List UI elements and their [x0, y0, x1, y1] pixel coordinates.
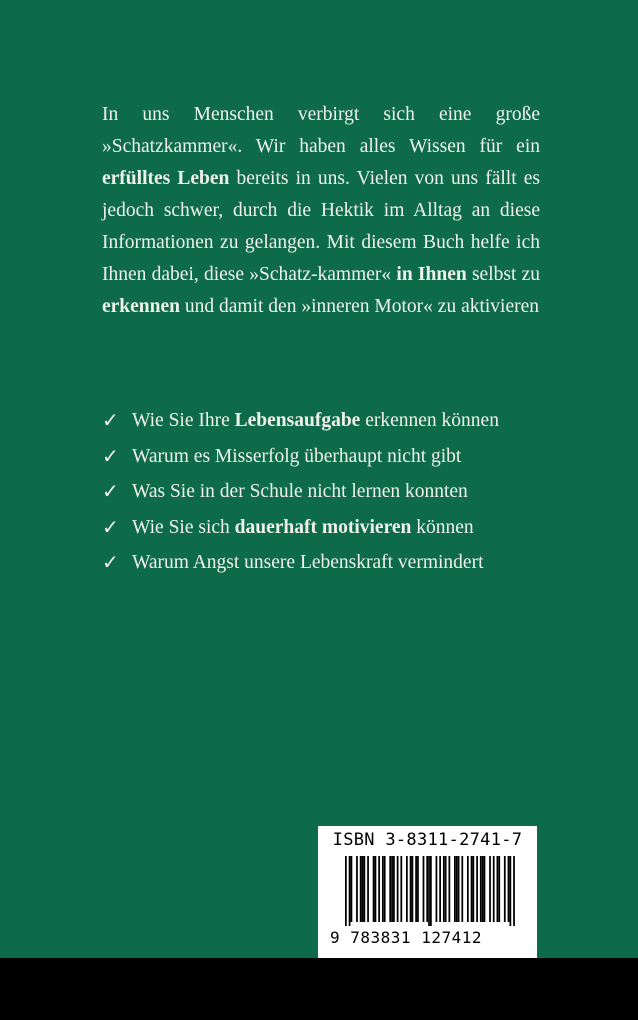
barcode-bar: [373, 856, 375, 922]
intro-paragraph: [102, 99, 540, 323]
barcode-bar: [349, 856, 351, 926]
benefits-list: [102, 403, 572, 581]
ean-digits: 9 783831 127412: [330, 928, 482, 947]
benefit-text-run: Wie Sie Ihre: [132, 410, 235, 431]
benefit-text-run: Warum es Misserfolg überhaupt nicht gibt: [132, 445, 462, 467]
barcode-bar: [473, 856, 475, 922]
barcode-bar: [363, 856, 365, 922]
barcode-bar: [439, 856, 441, 922]
benefit-text: [132, 510, 474, 546]
barcode-bar: [467, 856, 469, 922]
benefit-text-run: Warum Angst unsere Lebenskraft vermindert: [132, 552, 484, 573]
benefit-item: [102, 545, 572, 581]
barcode-bar: [482, 856, 484, 922]
barcode-bar: [445, 856, 447, 922]
benefit-item: [102, 510, 572, 546]
intro-emphasis: erfülltes Leben: [102, 168, 230, 189]
barcode-bar: [360, 856, 362, 922]
barcode-bar: [448, 856, 450, 922]
barcode-bars: [345, 856, 515, 926]
barcode-bar: [497, 856, 499, 922]
barcode-bar: [356, 856, 358, 922]
barcode-bar: [498, 856, 500, 922]
barcode-bar: [509, 856, 511, 926]
barcode-bar: [397, 856, 399, 922]
barcode-bar: [430, 856, 432, 926]
benefit-emphasis: dauerhaft motivieren: [234, 516, 412, 538]
barcode-bar: [513, 856, 515, 926]
barcode-bar: [415, 856, 417, 922]
barcode-bar: [391, 856, 393, 922]
benefit-text: [132, 403, 499, 439]
barcode-bar: [345, 856, 347, 926]
intro-text: In uns Menschen verbirgt sich eine große »Schatzkammer«. Wir haben alles Wissen für ein: [102, 104, 540, 157]
barcode-bar: [417, 856, 419, 922]
benefit-item: [102, 403, 572, 439]
barcode-bar: [426, 856, 428, 922]
checkmark-icon: ✓: [102, 479, 119, 503]
checkmark-icon: ✓: [102, 443, 119, 468]
barcode-bar: [375, 856, 377, 922]
barcode-bar: [504, 856, 506, 922]
barcode-bar: [351, 856, 353, 922]
intro-text: und damit den »inneren Motor« zu aktivieren: [180, 296, 540, 317]
barcode-bar: [456, 856, 458, 922]
benefit-text-run: erkennen können: [360, 410, 499, 431]
isbn-barcode-label: [318, 826, 537, 958]
intro-emphasis: in Ihnen: [396, 264, 467, 285]
benefit-text-run: Wie Sie sich: [132, 516, 235, 538]
barcode-bar: [480, 856, 482, 922]
barcode-bar: [384, 856, 386, 922]
benefit-emphasis: Lebensaufgabe: [234, 410, 361, 431]
isbn-text: ISBN 3-8311-2741-7: [332, 830, 523, 850]
benefit-text-run: Was Sie in der Schule nicht lernen konnten: [132, 481, 468, 502]
intro-text: bereits in uns. Vielen von uns fällt es jedoch schwer, durch die Hektik im Alltag an diese Informationen zu gelangen. Mit diesem Buch helfe ich Ihnen dabei, diese »Schatz-kammer«: [102, 168, 540, 285]
barcode-bar: [412, 856, 414, 922]
barcode-bar: [476, 856, 478, 922]
intro-text: selbst zu: [466, 264, 541, 285]
barcode-bar: [436, 856, 438, 922]
barcode-bar: [362, 856, 364, 922]
barcode-bar: [454, 856, 456, 922]
barcode-bar: [489, 856, 491, 922]
barcode-bar: [367, 856, 369, 922]
barcode-bar: [428, 856, 430, 926]
barcode-bar: [393, 856, 395, 922]
barcode-bar: [461, 856, 463, 922]
benefit-text-run: können: [411, 516, 474, 538]
barcode-bar: [443, 856, 445, 922]
barcode-bar: [410, 856, 412, 922]
barcode-bar: [406, 856, 408, 922]
barcode-bar: [484, 856, 486, 922]
benefit-text: [132, 439, 461, 475]
benefit-item: [102, 474, 572, 510]
benefit-text: [132, 474, 468, 510]
barcode-bar: [493, 856, 495, 922]
barcode-bar: [382, 856, 384, 922]
checkmark-icon: ✓: [102, 514, 119, 539]
checkmark-icon: ✓: [102, 550, 119, 574]
checkmark-icon: ✓: [102, 408, 119, 432]
barcode-bar: [508, 856, 510, 922]
barcode-bar: [471, 856, 473, 922]
barcode-bar: [423, 856, 425, 922]
benefit-text: [132, 545, 484, 581]
bottom-strip: [0, 958, 638, 1020]
barcode-bar: [378, 856, 380, 922]
benefit-item: [102, 439, 572, 475]
barcode-bar: [389, 856, 391, 922]
barcode-bar: [458, 856, 460, 922]
barcode-bar: [400, 856, 402, 922]
intro-emphasis: erkennen: [102, 296, 180, 317]
